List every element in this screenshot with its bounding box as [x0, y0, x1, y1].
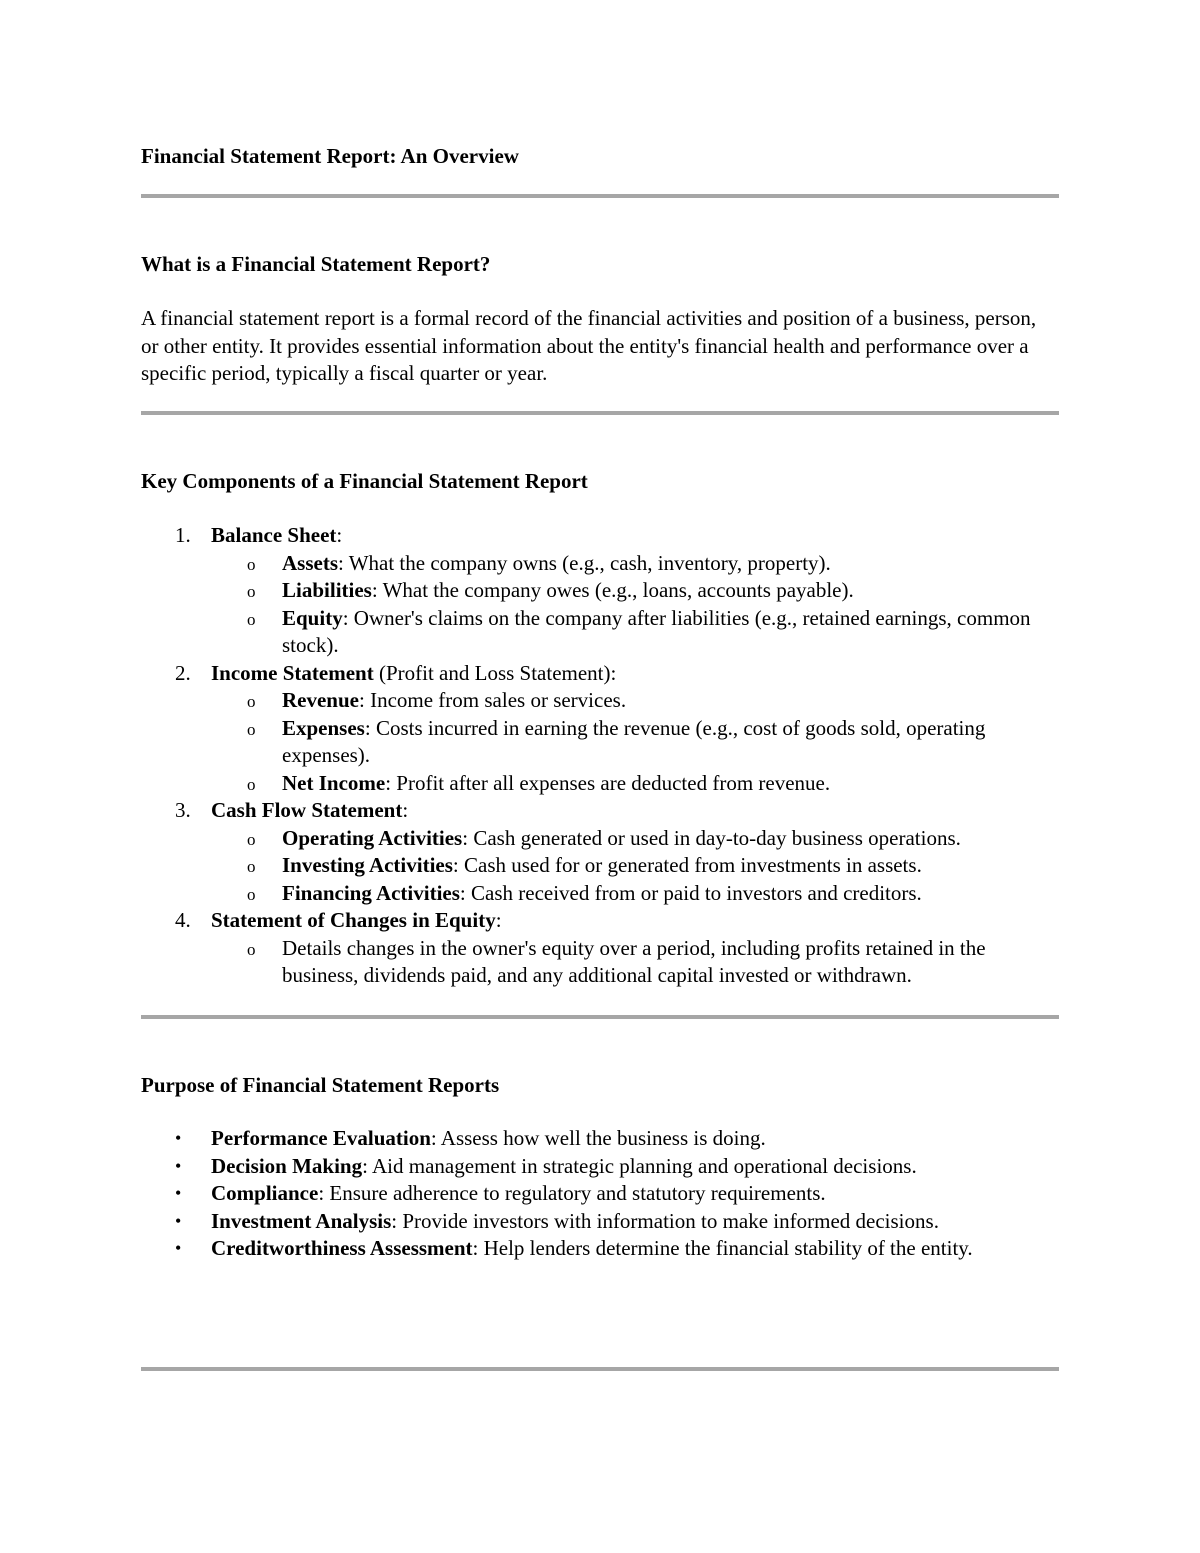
sub-item-text: : Income from sales or services.: [359, 688, 627, 712]
sub-item-text: : Owner's claims on the company after liabilities (e.g., retained earnings, common stock).: [282, 605, 1031, 657]
purpose-item-text: : Help lenders determine the financial stability of the entity.: [472, 1236, 973, 1260]
list-number: 1.: [175, 523, 191, 547]
purpose-item-text: : Assess how well the business is doing.: [430, 1126, 766, 1150]
sub-item-text: Details changes in the owner's equity over a period, including profits retained in the business, dividends paid, and any additional capital invested or withdrawn.: [282, 935, 986, 987]
sub-item-text: : Profit after all expenses are deducted from revenue.: [385, 770, 831, 795]
sub-list-item: [211, 577, 1059, 605]
purpose-item-text: : Aid management in strategic planning and operational decisions.: [362, 1153, 917, 1178]
bullet-icon: •: [175, 1155, 182, 1176]
item-suffix: :: [495, 908, 502, 932]
sub-list-item: [211, 715, 1059, 770]
item-label: Cash Flow Statement: [211, 798, 403, 822]
components-list: [141, 522, 1059, 990]
circle-bullet-icon: o: [247, 829, 256, 849]
sub-item-label: Equity: [282, 605, 343, 630]
section-heading-what-is: What is a Financial Statement Report?: [141, 252, 491, 276]
sub-item-label: Revenue: [282, 688, 359, 712]
components-list-item: [141, 522, 1059, 660]
sub-item-text: : Cash used for or generated from investments in assets.: [452, 853, 922, 877]
sub-list-item: [211, 770, 1059, 798]
item-suffix: :: [402, 798, 409, 822]
circle-bullet-icon: o: [247, 774, 256, 794]
circle-bullet-icon: o: [247, 554, 256, 574]
item-suffix: (Profit and Loss Statement):: [373, 660, 617, 685]
sub-list-item: [211, 687, 1059, 715]
sub-item-label: Investing Activities: [282, 853, 453, 877]
circle-bullet-icon: o: [247, 939, 256, 959]
sub-item-text: : Cash generated or used in day-to-day business operations.: [462, 825, 961, 850]
sub-item-label: Financing Activities: [282, 880, 460, 905]
sub-list-item: [211, 605, 1059, 660]
bullet-icon: •: [175, 1183, 182, 1203]
purpose-list-item: [141, 1153, 1059, 1181]
purpose-item-label: Decision Making: [211, 1153, 363, 1178]
section-heading-purpose: Purpose of Financial Statement Reports: [141, 1073, 500, 1097]
horizontal-rule: [141, 411, 1059, 415]
sub-list-item: [211, 825, 1059, 853]
horizontal-rule: [141, 1015, 1059, 1019]
horizontal-rule: [141, 194, 1059, 198]
circle-bullet-icon: o: [247, 719, 256, 739]
sub-item-text: : What the company owes (e.g., loans, accounts payable).: [371, 578, 854, 602]
sub-list: [211, 687, 1059, 797]
sub-list: [211, 825, 1059, 908]
sub-item-label: Liabilities: [282, 578, 372, 602]
list-number: 3.: [175, 798, 191, 822]
circle-bullet-icon: o: [247, 582, 256, 601]
circle-bullet-icon: o: [247, 692, 256, 711]
purpose-list-item: [141, 1125, 1059, 1153]
purpose-item-text: : Ensure adherence to regulatory and statutory requirements.: [318, 1181, 826, 1205]
purpose-item-label: Compliance: [211, 1181, 319, 1205]
item-label: Statement of Changes in Equity: [211, 908, 496, 932]
sub-item-label: Net Income: [282, 770, 386, 795]
section-heading-key-components: Key Components of a Financial Statement Report: [141, 469, 588, 493]
item-label: Balance Sheet: [211, 523, 337, 547]
document-title: Financial Statement Report: An Overview: [141, 144, 519, 168]
sub-item-text: : Costs incurred in earning the revenue (e.g., cost of goods sold, operating expenses).: [282, 715, 986, 767]
sub-item-label: Assets: [282, 550, 338, 575]
horizontal-rule: [141, 1367, 1059, 1371]
bullet-icon: •: [175, 1238, 182, 1258]
purpose-list-item: [141, 1208, 1059, 1236]
circle-bullet-icon: o: [247, 857, 256, 876]
sub-list: [211, 935, 1059, 990]
circle-bullet-icon: o: [247, 884, 256, 904]
sub-item-label: Operating Activities: [282, 825, 463, 850]
list-number: 2.: [175, 660, 191, 685]
purpose-item-label: Creditworthiness Assessment: [211, 1236, 473, 1260]
sub-item-text: : Cash received from or paid to investors and creditors.: [459, 880, 922, 905]
purpose-list: [141, 1125, 1059, 1263]
components-list-item: [141, 797, 1059, 907]
sub-list: [211, 550, 1059, 660]
bullet-icon: •: [175, 1210, 182, 1231]
bullet-icon: •: [175, 1128, 182, 1148]
sub-list-item: [211, 550, 1059, 578]
item-label: Income Statement: [211, 660, 374, 685]
purpose-list-item: [141, 1180, 1059, 1208]
list-number: 4.: [175, 908, 191, 932]
item-suffix: :: [336, 523, 343, 547]
intro-paragraph: A financial statement report is a formal record of the financial activities and position of a business, person, or other entity. It provides essential information about the entity's financial health and performance over a specific period, typically a fiscal quarter or year.: [141, 306, 1037, 385]
sub-item-label: Expenses: [282, 715, 365, 740]
circle-bullet-icon: o: [247, 609, 256, 629]
components-list-item: [141, 907, 1059, 990]
components-list-item: [141, 660, 1059, 798]
purpose-list-item: [141, 1235, 1059, 1263]
sub-item-text: : What the company owns (e.g., cash, inventory, property).: [338, 550, 831, 575]
purpose-item-label: Performance Evaluation: [211, 1126, 431, 1150]
sub-list-item: [211, 935, 1059, 990]
purpose-item-label: Investment Analysis: [211, 1208, 392, 1233]
purpose-item-text: : Provide investors with information to make informed decisions.: [391, 1208, 939, 1233]
sub-list-item: [211, 852, 1059, 880]
sub-list-item: [211, 880, 1059, 908]
